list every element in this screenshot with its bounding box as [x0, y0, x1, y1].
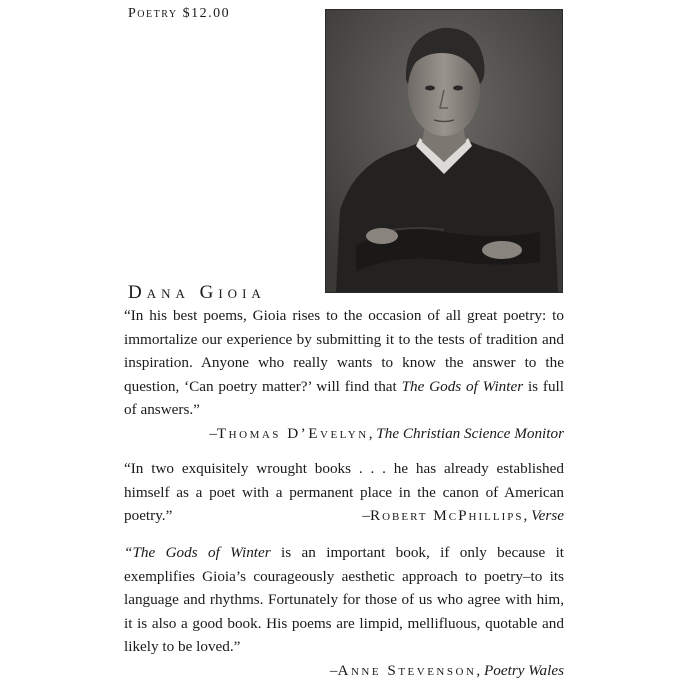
- quote-text-part: is full of answers.”: [124, 377, 564, 418]
- category-label: Poetry: [128, 6, 178, 21]
- reviewer-name: Robert McPhillips: [369, 507, 524, 524]
- author-portrait-icon: [326, 10, 562, 292]
- attribution-separator: ,: [368, 424, 377, 442]
- quote-text-part: “In his best poems, Gioia rises to the occasion of all great poetry: to immortalize our experience by submitting it to the tests of tradition and inspiration. Anyone who really wants to know the answer to the question, ‘Can poetry matter?’ will find that: [124, 307, 564, 395]
- quote-attribution: [124, 659, 564, 683]
- quote-text: [124, 304, 564, 422]
- quote-attribution: [124, 422, 564, 446]
- attribution-dash: –: [362, 507, 370, 524]
- author-name: Dana Gioia: [128, 282, 266, 303]
- price-label: $12.00: [182, 6, 231, 21]
- attribution-separator: ,: [523, 507, 532, 524]
- review-quote-2: [124, 457, 564, 528]
- attribution-dash: –: [209, 424, 217, 442]
- quote-text-part: “In two exquisitely wrought books . . . he has already established himself as a poet with a permanent place in the canon of American poetry.”: [124, 460, 564, 524]
- publication-name: Poetry Wales: [483, 661, 564, 679]
- book-title: The Gods of Winter: [401, 377, 524, 395]
- category-price-line: [128, 6, 230, 22]
- publication-name: The Christian Science Monitor: [376, 424, 564, 442]
- quote-attribution: [362, 504, 564, 528]
- quote-text: [124, 457, 564, 528]
- review-quote-3: [124, 541, 564, 682]
- quote-text: [124, 541, 564, 659]
- book-title: “The Gods of Winter: [124, 544, 271, 561]
- quote-text-part: is an important book, if only because it exemplifies Gioia’s courageously aesthetic approach to poetry–to its language and rhythms. Fortunately for those of us who agree with him, it is also a good book. His poems are limpid, mellifluous, quotable and likely to be loved.”: [124, 544, 565, 655]
- publication-name: Verse: [531, 507, 564, 524]
- author-photo: [326, 10, 562, 292]
- review-quote-1: [124, 304, 564, 445]
- reviewer-name: Thomas D’Evelyn: [216, 424, 369, 442]
- attribution-separator: ,: [476, 661, 484, 679]
- attribution-dash: –: [329, 661, 338, 679]
- reviewer-name: Anne Stevenson: [337, 661, 477, 679]
